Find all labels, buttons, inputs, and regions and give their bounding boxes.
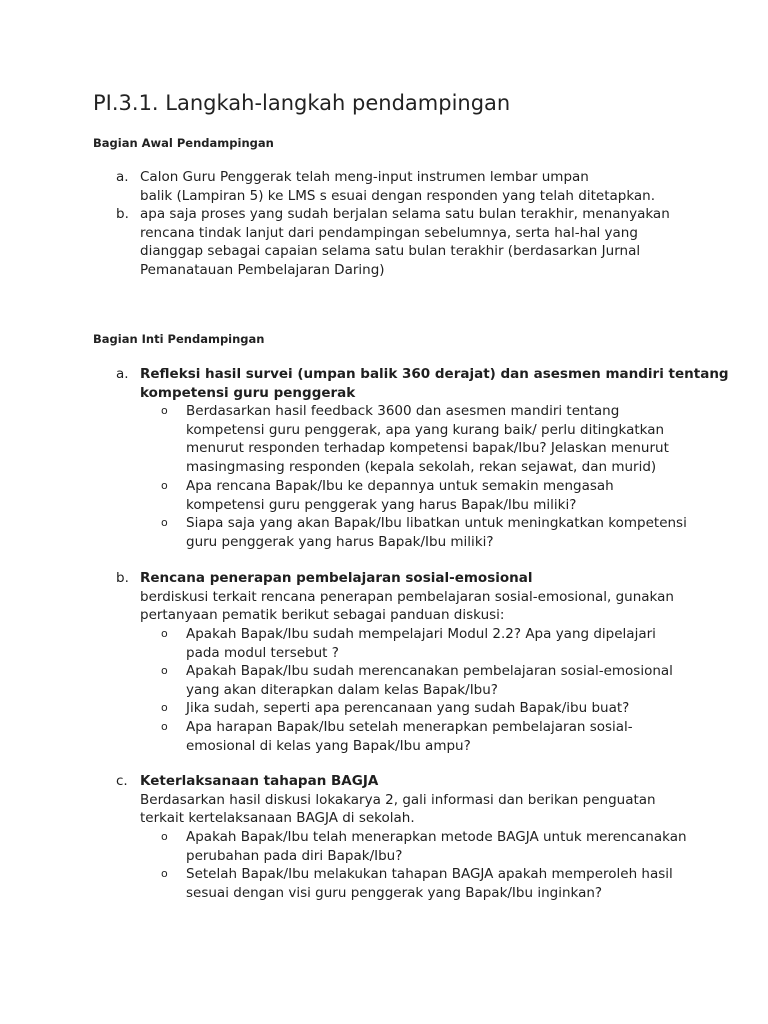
text-line: sesuai dengan visi guru penggerak yang Bapak/Ibu inginkan? — [186, 884, 603, 901]
bullet-text — [186, 662, 673, 699]
text-line: Jika sudah, seperti apa perencanaan yang sudah Bapak/ibu buat? — [186, 700, 630, 716]
bullet-marker: o — [161, 479, 168, 492]
text-line: masingmasing responden (kepala sekolah, rekan sejawat, dan murid) — [186, 458, 657, 475]
text-line: pada modul tersebut ? — [186, 644, 339, 661]
text-line: kompetensi guru penggerak, apa yang kurang baik/ perlu ditingkatkan — [186, 421, 665, 438]
bullet-text — [186, 718, 633, 755]
text-line: Apakah Bapak/Ibu sudah merencanakan pembelajaran sosial-emosional — [186, 663, 673, 679]
text-line: Berdasarkan hasil diskusi lokakarya 2, gali informasi dan berikan penguatan — [140, 791, 656, 808]
bullet-marker: o — [161, 867, 168, 880]
text-line: berdiskusi terkait rencana penerapan pembelajaran sosial-emosional, gunakan — [140, 588, 674, 605]
bullet-text — [186, 514, 687, 551]
text-line: Calon Guru Penggerak telah meng-input instrumen lembar umpan — [140, 169, 589, 185]
bullet-marker: o — [161, 664, 168, 677]
text-line: Keterlaksanaan tahapan BAGJA — [140, 773, 379, 789]
bullet-text — [186, 865, 673, 902]
text-line: balik (Lampiran 5) ke LMS s esuai dengan responden yang telah ditetapkan. — [140, 187, 656, 204]
section-heading-awal: Bagian Awal Pendampingan — [93, 136, 274, 150]
section-title — [140, 569, 674, 625]
bullet-text — [186, 402, 669, 476]
bullet-text — [186, 699, 629, 718]
page-title: PI.3.1. Langkah-langkah pendampingan — [93, 91, 511, 115]
section-heading-inti: Bagian Inti Pendampingan — [93, 332, 265, 346]
bullet-marker: o — [161, 720, 168, 733]
text-line: yang akan diterapkan dalam kelas Bapak/Ibu? — [186, 681, 498, 698]
text-line: menurut responden terhadap kompetensi bapak/Ibu? Jelaskan menurut — [186, 440, 669, 456]
text-line: Berdasarkan hasil feedback 3600 dan asesmen mandiri tentang — [186, 403, 620, 419]
text-line: guru penggerak yang harus Bapak/Ibu miliki? — [186, 533, 494, 550]
text-line: emosional di kelas yang Bapak/Ibu ampu? — [186, 737, 471, 754]
list-item-text — [140, 168, 655, 205]
text-line: rencana tindak lanjut dari pendampingan sebelumnya, serta hal-hal yang — [140, 224, 638, 241]
list-marker: c. — [116, 773, 128, 789]
list-marker: b. — [116, 570, 129, 586]
bullet-marker: o — [161, 627, 168, 640]
list-marker: a. — [116, 366, 129, 382]
text-line: Refleksi hasil survei (umpan balik 360 derajat) dan asesmen mandiri tentang — [140, 366, 729, 382]
text-line: Apakah Bapak/Ibu sudah mempelajari Modul 2.2? Apa yang dipelajari — [186, 626, 656, 642]
bullet-text — [186, 625, 656, 662]
text-line: Apa rencana Bapak/Ibu ke depannya untuk semakin mengasah — [186, 478, 614, 494]
text-line: Rencana penerapan pembelajaran sosial-emosional — [140, 570, 533, 586]
section-title — [140, 772, 656, 828]
list-marker: b. — [116, 206, 129, 222]
list-item-text — [140, 205, 670, 279]
text-line: Setelah Bapak/Ibu melakukan tahapan BAGJA apakah memperoleh hasil — [186, 866, 673, 882]
text-line: Siapa saja yang akan Bapak/Ibu libatkan untuk meningkatkan kompetensi — [186, 515, 687, 531]
text-line: Apakah Bapak/Ibu telah menerapkan metode BAGJA untuk merencanakan — [186, 829, 687, 845]
text-line: Pemanatauan Pembelajaran Daring) — [140, 261, 385, 278]
bullet-marker: o — [161, 404, 168, 417]
bullet-marker: o — [161, 701, 168, 714]
text-line: terkait kertelaksanaan BAGJA di sekolah. — [140, 810, 415, 826]
bullet-text — [186, 477, 614, 514]
bullet-text — [186, 828, 687, 865]
text-line: kompetensi guru penggerak — [140, 384, 356, 401]
list-marker: a. — [116, 169, 129, 185]
bullet-marker: o — [161, 516, 168, 529]
text-line: pertanyaan pematik berikut sebagai panduan diskusi: — [140, 607, 505, 623]
text-line: perubahan pada diri Bapak/Ibu? — [186, 847, 403, 864]
section-title — [140, 365, 729, 402]
text-line: kompetensi guru penggerak yang harus Bapak/Ibu miliki? — [186, 496, 577, 513]
text-line: Apa harapan Bapak/Ibu setelah menerapkan pembelajaran sosial- — [186, 719, 633, 735]
text-line: dianggap sebagai capaian selama satu bulan terakhir (berdasarkan Jurnal — [140, 243, 641, 259]
text-line: apa saja proses yang sudah berjalan selama satu bulan terakhir, menanyakan — [140, 206, 670, 222]
bullet-marker: o — [161, 830, 168, 843]
